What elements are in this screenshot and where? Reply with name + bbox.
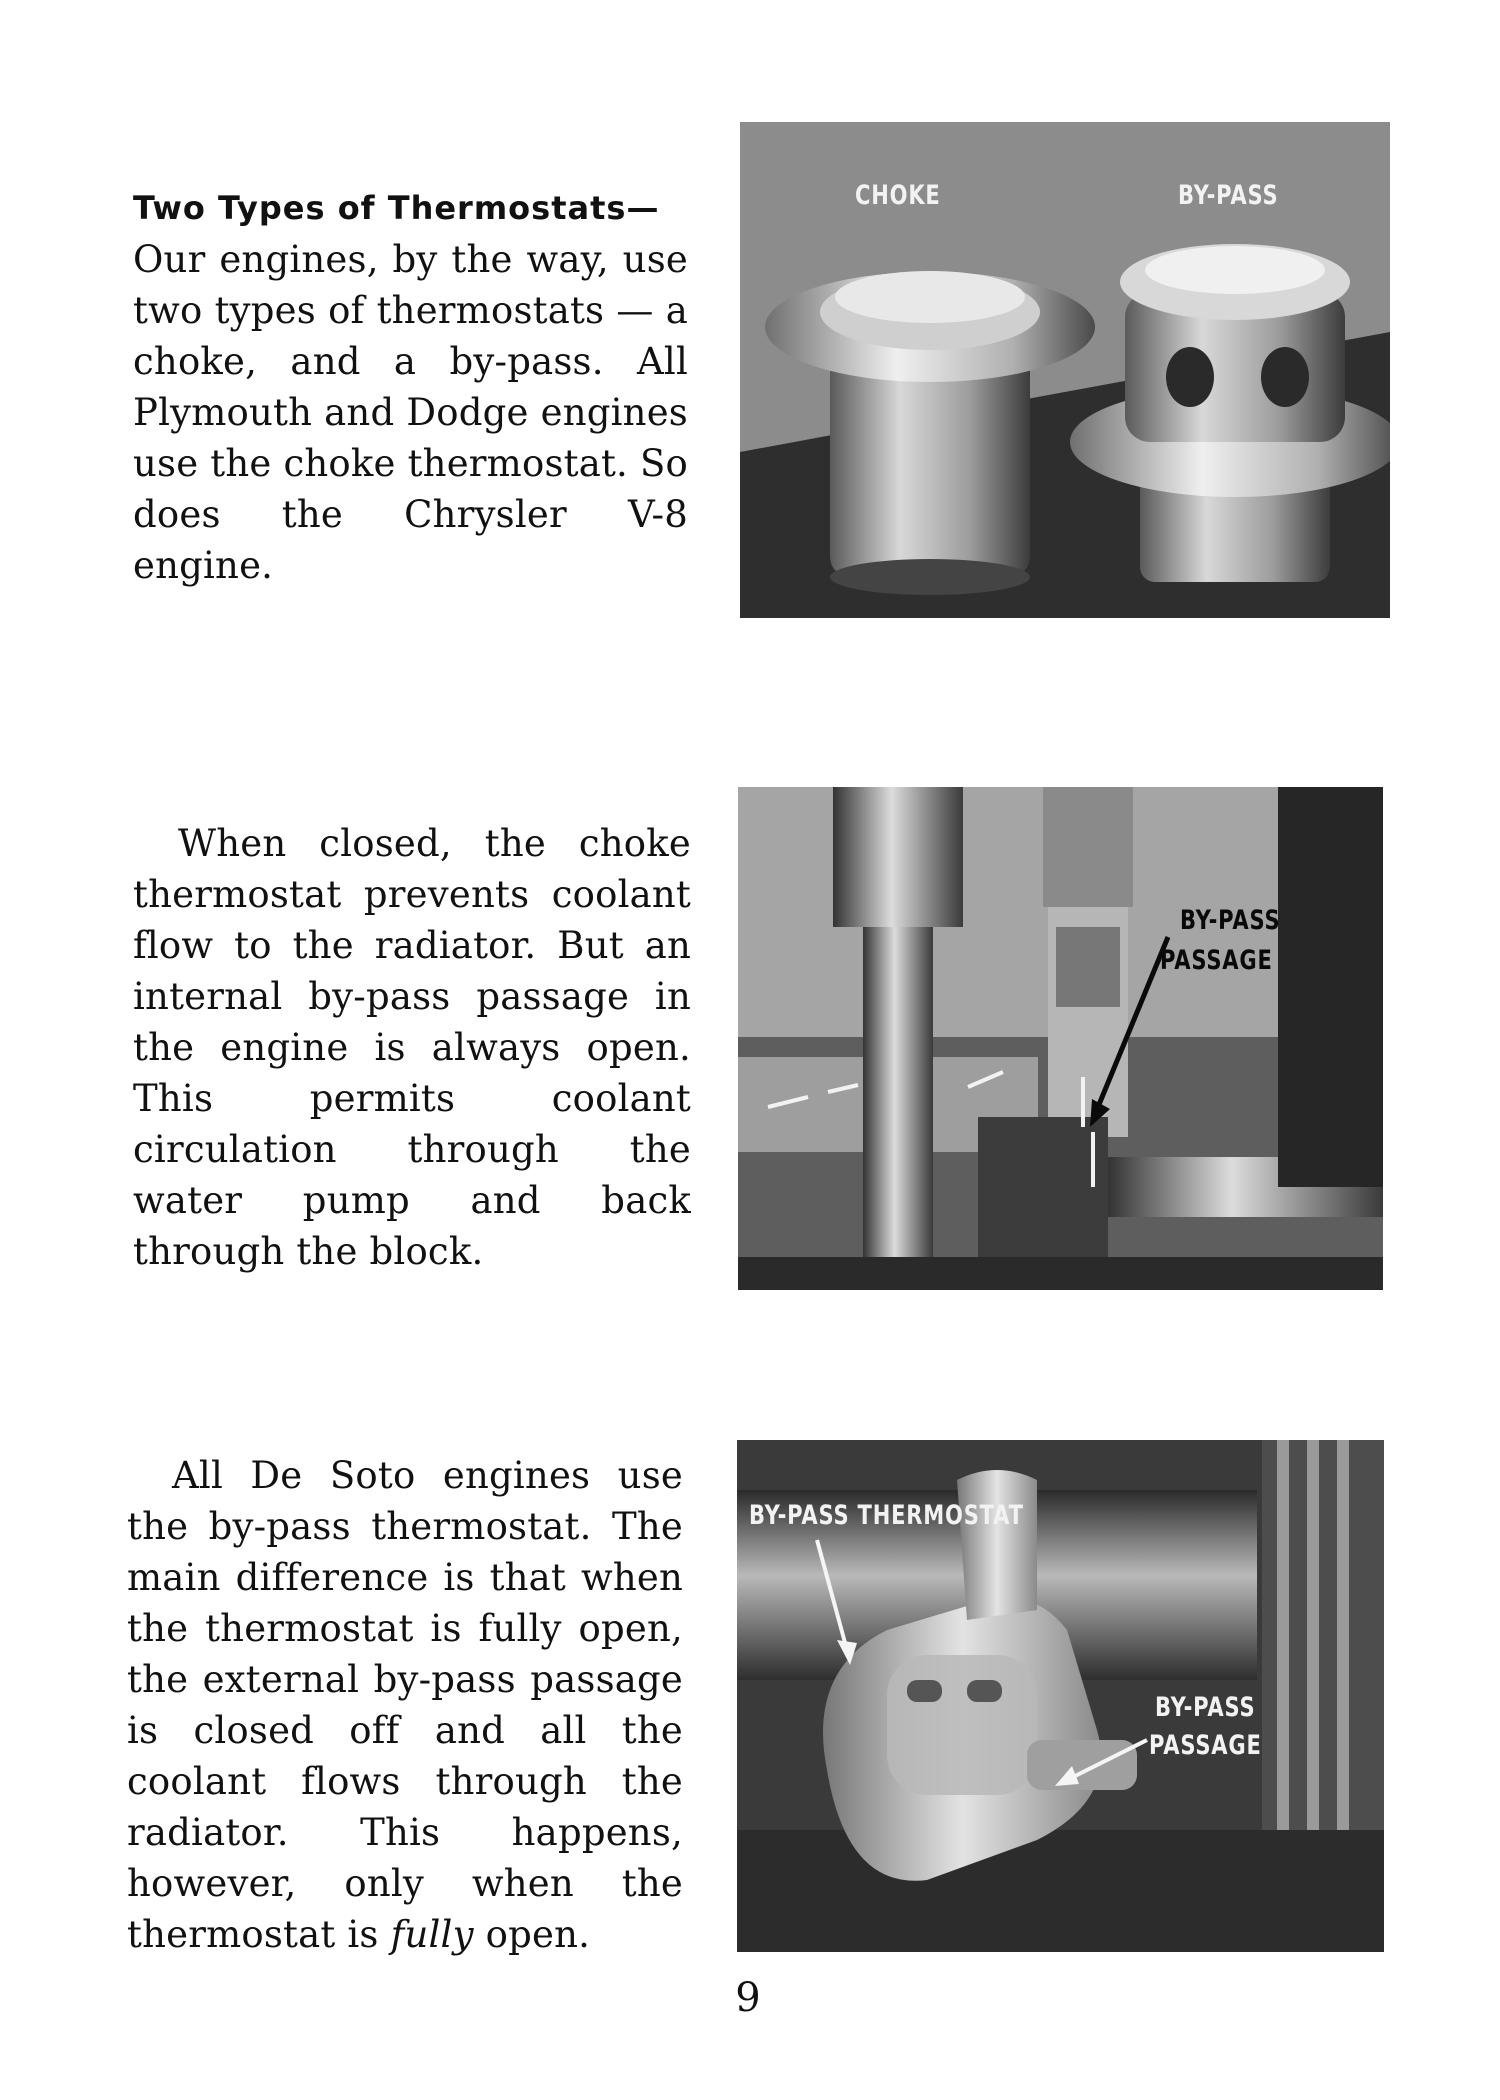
emphasis-fully: fully: [390, 1913, 474, 1956]
page-number: 9: [735, 1975, 761, 2021]
section-heading: Two Types of Thermostats—: [133, 189, 660, 227]
paragraph-body: Our engines, by the way, use two types of thermostats — a choke, and a by-pass. All Plymouth and Dodge engines use the choke thermostat. So does the Chrysler V-8 engine.: [133, 238, 688, 587]
paragraph-desoto: [127, 1450, 683, 1960]
photo-label-bypass: BY-PASS: [1155, 1692, 1256, 1723]
photo-label-bypass-thermostat: BY-PASS THERMOSTAT: [749, 1500, 1024, 1531]
thermostats-photo: [740, 122, 1390, 618]
paragraph-choke-closed: [133, 818, 691, 1277]
photo-label-bypass: BY-PASS: [1178, 180, 1279, 211]
photo-label-bypass: BY-PASS: [1180, 905, 1281, 936]
photo-label-passage: PASSAGE: [1149, 1730, 1262, 1761]
paragraph-body: All De Soto engines use the by-pass thermostat. The main difference is that when the thermostat is fully open, the external by-pass passage is closed off and all the coolant flows through the radiator. This happens, however, only when the thermostat is: [127, 1454, 683, 1956]
photo-label-choke: CHOKE: [855, 180, 941, 211]
photo-label-passage: PASSAGE: [1160, 945, 1273, 976]
paragraph-thermostat-types: [133, 181, 688, 591]
paragraph-body-end: open.: [473, 1913, 591, 1956]
engine-cutaway-illustration: [738, 787, 1383, 1290]
thermostats-illustration: [740, 122, 1390, 618]
bypass-thermostat-photo: [737, 1440, 1384, 1952]
internal-bypass-photo: [738, 787, 1383, 1290]
paragraph-body: When closed, the choke thermostat prevents coolant flow to the radiator. But an internal by-pass passage in the engine is always open. This permits coolant circulation through the water pump and back through the block.: [133, 822, 691, 1273]
